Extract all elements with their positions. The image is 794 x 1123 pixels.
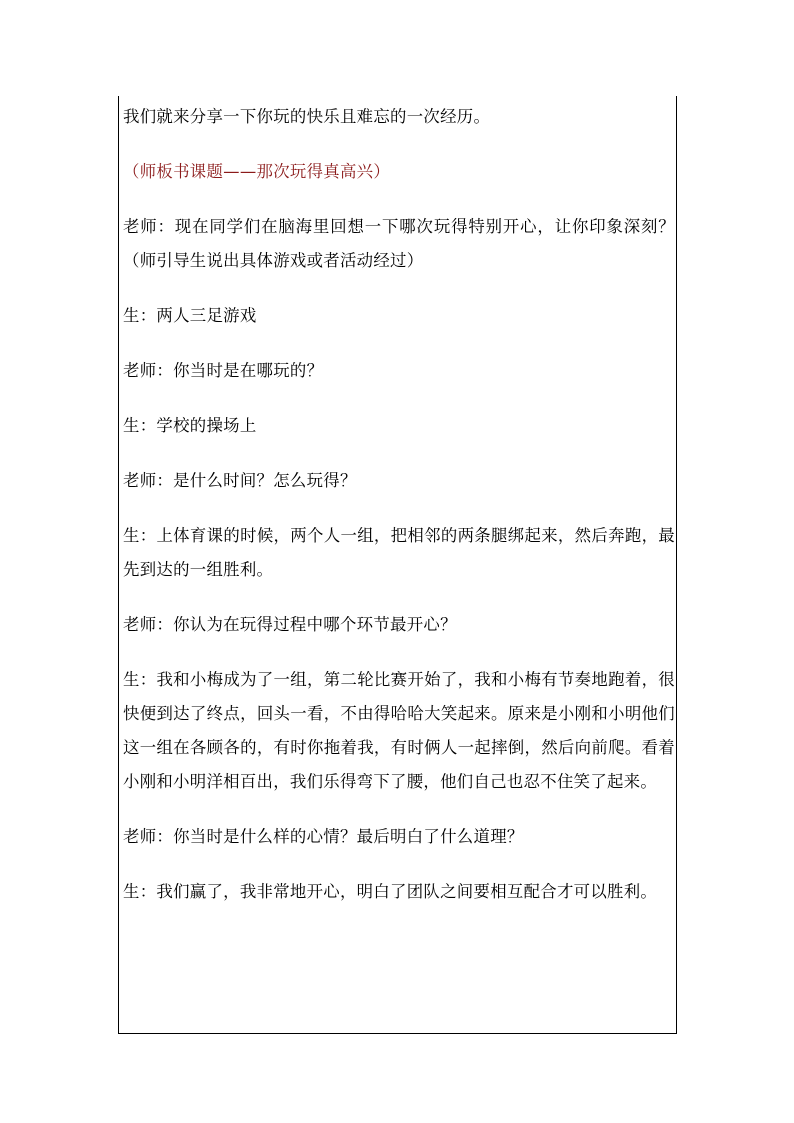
paragraph-student-3: 生：上体育课的时候，两个人一组，把相邻的两条腿绑起来，然后奔跑，最先到达的一组胜利。 <box>123 526 675 579</box>
document-body <box>123 100 675 930</box>
paragraph-student-1: 生：两人三足游戏 <box>123 306 257 325</box>
paragraph-teacher-5: 老师：你当时是什么样的心情？最后明白了什么道理？ <box>123 827 524 846</box>
paragraph-teacher-2: 老师：你当时是在哪玩的？ <box>123 361 324 380</box>
paragraph-teacher-4: 老师：你认为在玩得过程中哪个环节最开心？ <box>123 615 457 634</box>
table-cell <box>118 96 677 1034</box>
paragraph-student-4: 生：我和小梅成为了一组，第二轮比赛开始了，我和小梅有节奏地跑着，很快便到达了终点，回头一看，不由得哈哈大笑起来。原来是小刚和小明他们这一组在各顾各的，有时你拖着我，有时俩人一起摔倒，然后向前爬。看着小刚和小明洋相百出，我们乐得弯下了腰，他们自己也忍不住笑了起来。 <box>123 670 675 791</box>
paragraph-teacher-3: 老师：是什么时间？怎么玩得？ <box>123 471 357 490</box>
paragraph-student-2: 生：学校的操场上 <box>123 416 257 435</box>
paragraph-board-title: （师板书课题——那次玩得真高兴） <box>123 162 391 181</box>
paragraph-student-5: 生：我们赢了，我非常地开心，明白了团队之间要相互配合才可以胜利。 <box>123 882 658 901</box>
paragraph-teacher-1: 老师：现在同学们在脑海里回想一下哪次玩得特别开心，让你印象深刻？（师引导生说出具体游戏或者活动经过） <box>123 217 675 270</box>
paragraph-intro: 我们就来分享一下你玩的快乐且难忘的一次经历。 <box>123 107 491 126</box>
